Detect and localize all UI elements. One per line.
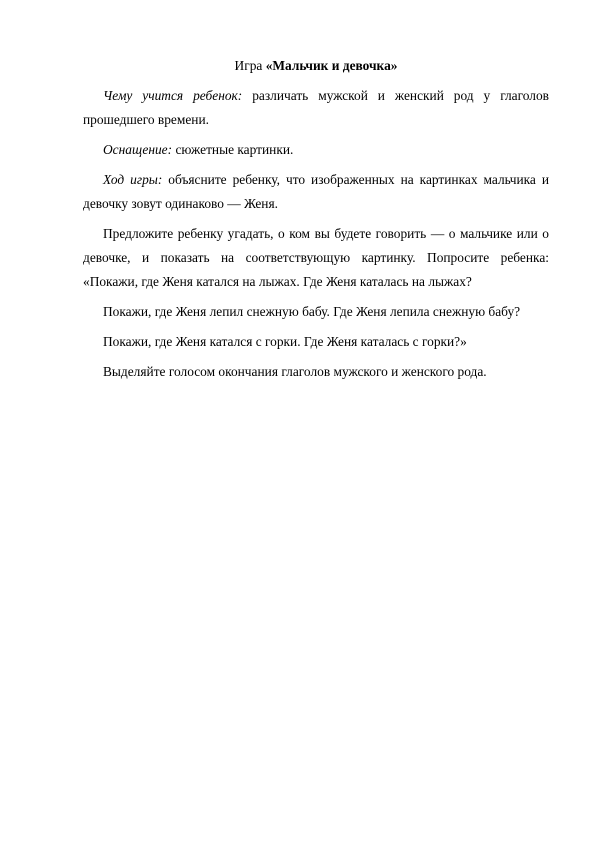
paragraph-final: Выделяйте голосом окончания глаголов мужского и женского рода. [103, 364, 487, 379]
title-prefix: Игра [234, 58, 266, 73]
process-text: объясните ребенку, что изображенных на картинках мальчика и девочку зовут одинаково — Женя. [83, 172, 549, 211]
goal-label: Чему учится ребенок: [103, 88, 243, 103]
paragraph-process [83, 168, 549, 216]
equipment-text: сюжетные картинки. [172, 142, 294, 157]
paragraph-example-snow: Покажи, где Женя лепил снежную бабу. Где Женя лепила снежную бабу? [103, 304, 521, 319]
paragraph-equipment [83, 138, 549, 162]
process-label: Ход игры: [103, 172, 163, 187]
paragraph-goal [83, 84, 549, 132]
equipment-label: Оснащение: [103, 142, 173, 157]
title-game-name: «Мальчик и девочка» [265, 58, 398, 73]
paragraph-instruction: Предложите ребенку угадать, о ком вы будете говорить — о мальчике или о девочке, и показать на соответствующую картинку. Попросите ребенка: «Покажи, где Женя катался на лыжах. Где Женя каталась на лыжах? [83, 226, 549, 289]
paragraph-example-hill: Покажи, где Женя катался с горки. Где Женя каталась с горки?» [103, 334, 467, 349]
document-page [83, 54, 549, 384]
page-title [83, 54, 549, 78]
goal-text: различать мужской и женский род у глаголов прошедшего времени. [83, 88, 550, 127]
